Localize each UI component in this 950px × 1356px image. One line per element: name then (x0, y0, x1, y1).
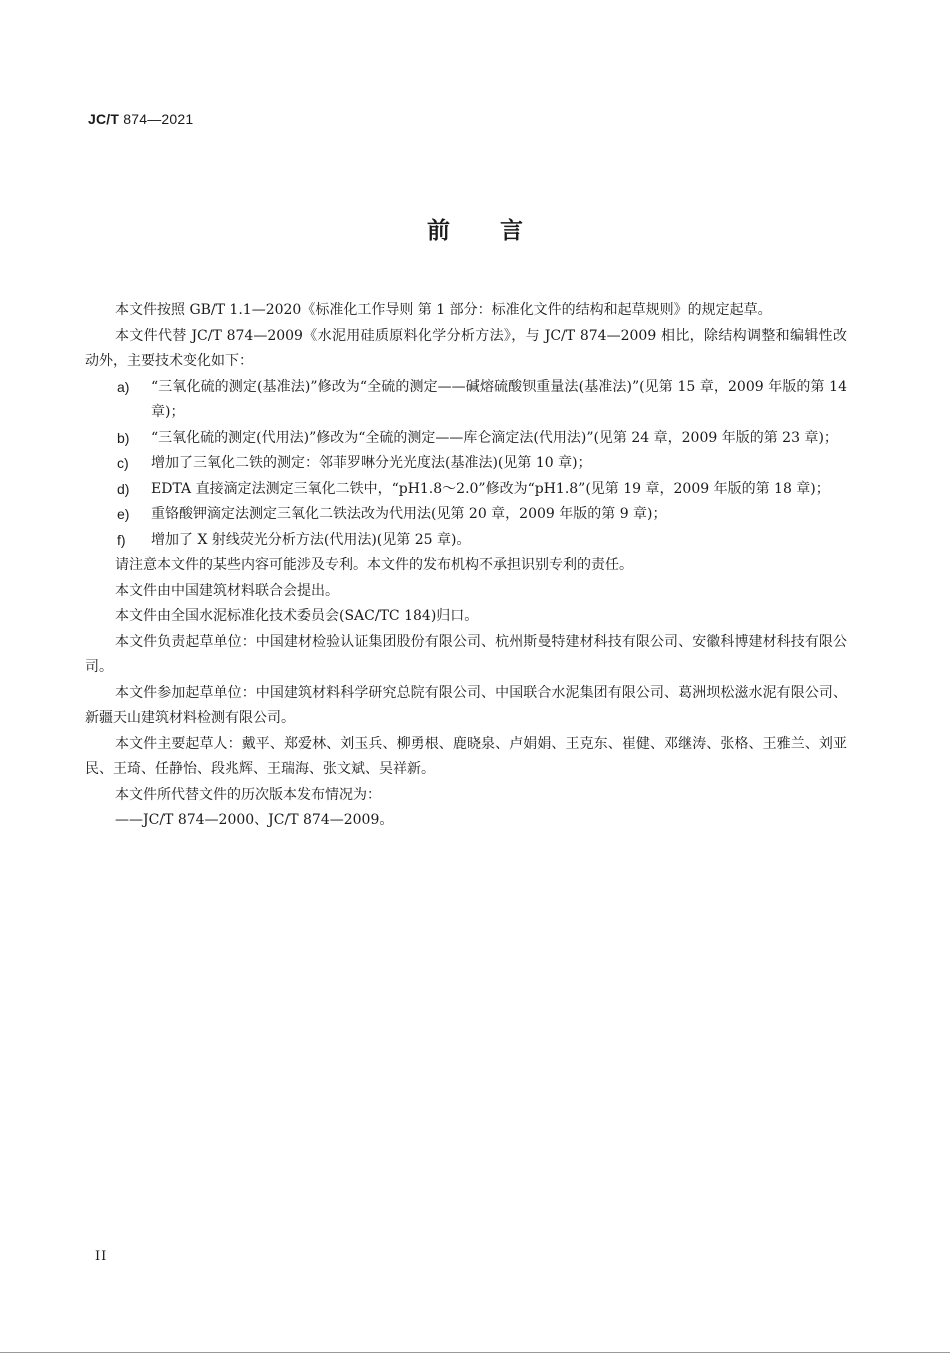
list-item (85, 375, 847, 426)
list-item-text: EDTA 直接滴定法测定三氧化二铁中，“pH1.8～2.0”修改为“pH1.8”(见第 19 章，2009 年版的第 18 章)； (151, 480, 830, 497)
main-drafters: 本文件主要起草人：戴平、郑爱林、刘玉兵、柳勇根、鹿晓泉、卢娟娟、王克东、崔健、邓继涛、张格、王雅兰、刘亚民、王琦、任静怡、段兆辉、王瑞海、张文斌、吴祥新。 (85, 735, 847, 777)
proposer-statement: 本文件由中国建筑材料联合会提出。 (115, 582, 339, 599)
page-number: II (95, 1249, 108, 1264)
list-item-text: 增加了 X 射线荧光分析方法(代用法)(见第 25 章)。 (151, 531, 471, 548)
list-marker: a) (117, 378, 130, 395)
list-marker: b) (117, 429, 130, 446)
standard-code-number: 874—2021 (119, 111, 194, 127)
patent-notice: 请注意本文件的某些内容可能涉及专利。本文件的发布机构不承担识别专利的责任。 (115, 557, 633, 573)
list-item (85, 451, 847, 477)
history-intro: 本文件所代替文件的历次版本发布情况为： (115, 786, 381, 803)
standard-code-prefix: JC/T (88, 111, 120, 127)
technical-changes-list (85, 375, 847, 554)
standard-code (88, 111, 193, 127)
list-item-text: “三氧化硫的测定(基准法)”修改为“全硫的测定——碱熔硫酸钡重量法(基准法)”(见第 15 章，2009 年版的第 14 章)； (151, 378, 847, 420)
history-versions: ——JC/T 874—2000、JC/T 874—2009。 (115, 812, 394, 828)
list-item (85, 426, 847, 452)
list-item (85, 477, 847, 503)
list-item (85, 528, 847, 554)
list-marker: f) (117, 531, 126, 548)
list-item-text: 增加了三氧化二铁的测定：邻菲罗啉分光光度法(基准法)(见第 10 章)； (151, 455, 592, 471)
committee-statement: 本文件由全国水泥标准化技术委员会(SAC/TC 184)归口。 (115, 608, 479, 624)
list-item (85, 502, 847, 528)
foreword-body (85, 298, 847, 834)
list-marker: e) (117, 506, 130, 522)
list-item-text: “三氧化硫的测定(代用法)”修改为“全硫的测定——库仑滴定法(代用法)”(见第 24 章，2009 年版的第 23 章)； (151, 429, 838, 446)
list-marker: d) (117, 480, 130, 497)
replacement-paragraph: 本文件代替 JC/T 874—2009《水泥用硅质原料化学分析方法》，与 JC/T 874—2009 相比，除结构调整和编辑性改动外，主要技术变化如下： (85, 327, 847, 369)
participating-drafting-units: 本文件参加起草单位：中国建筑材料科学研究总院有限公司、中国联合水泥集团有限公司、葛洲坝松滋水泥有限公司、新疆天山建筑材料检测有限公司。 (85, 684, 847, 726)
list-marker: c) (117, 455, 129, 471)
list-item-text: 重铬酸钾滴定法测定三氧化二铁法改为代用法(见第 20 章，2009 年版的第 9 章)； (151, 506, 667, 522)
drafting-rules-paragraph: 本文件按照 GB/T 1.1—2020《标准化工作导则 第 1 部分：标准化文件的结构和起草规则》的规定起草。 (115, 302, 772, 318)
lead-drafting-units: 本文件负责起草单位：中国建材检验认证集团股份有限公司、杭州斯曼特建材科技有限公司、安徽科博建材科技有限公司。 (85, 633, 847, 675)
page-title: 前言 (427, 218, 573, 244)
page-bottom-divider (0, 1352, 950, 1353)
